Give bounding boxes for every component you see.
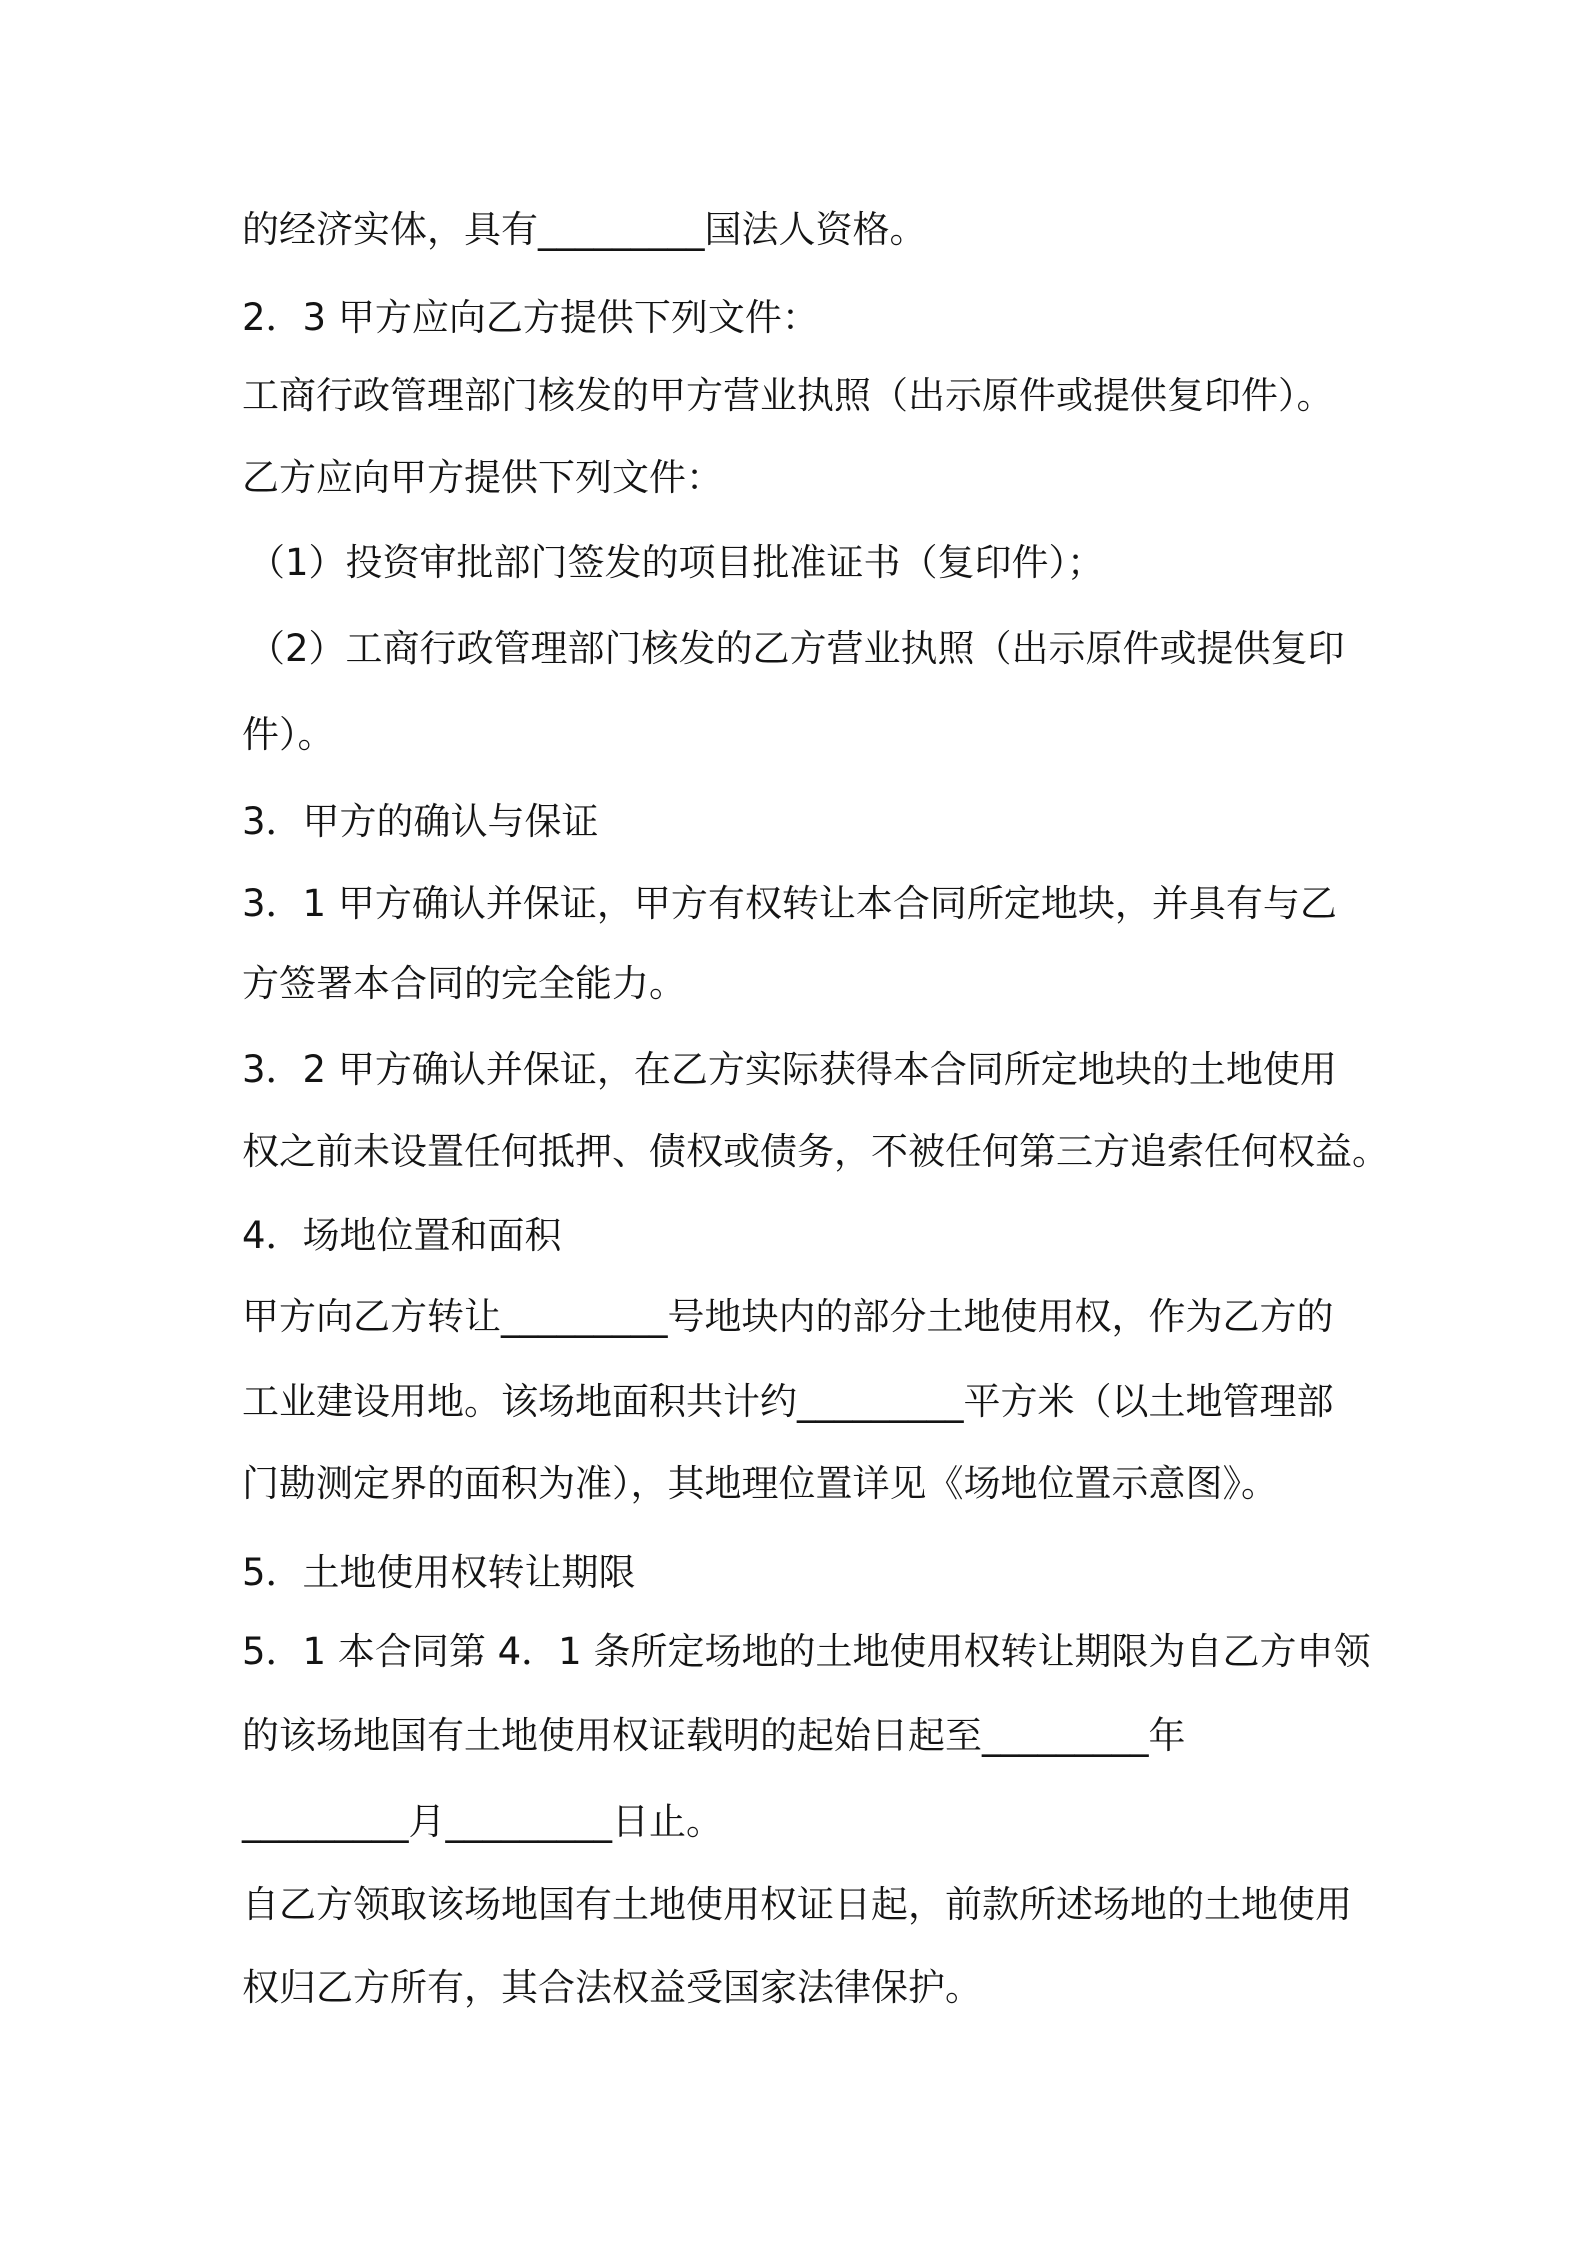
section-heading: 4．场地位置和面积: [242, 1214, 562, 1257]
section-heading: 3．甲方的确认与保证: [242, 800, 599, 843]
paragraph-line: 乙方应向甲方提供下列文件：: [242, 456, 723, 499]
paragraph-line: 的经济实体，具有_________国法人资格。: [242, 208, 927, 251]
paragraph-line: _________月_________日止。: [242, 1800, 723, 1843]
section-heading: 2．3 甲方应向乙方提供下列文件：: [242, 296, 819, 339]
list-item: （2）工商行政管理部门核发的乙方营业执照（出示原件或提供复印: [248, 627, 1345, 670]
section-heading: 5．土地使用权转让期限: [242, 1551, 636, 1594]
paragraph-line: 5．1 本合同第 4．1 条所定场地的土地使用权转让期限为自乙方申领: [242, 1630, 1371, 1673]
paragraph-line: 方签署本合同的完全能力。: [242, 962, 686, 1005]
paragraph-line: 甲方向乙方转让_________号地块内的部分土地使用权，作为乙方的: [242, 1295, 1334, 1338]
paragraph-line: 件）。: [242, 713, 335, 756]
paragraph-line: 权归乙方所有，其合法权益受国家法律保护。: [242, 1966, 982, 2009]
paragraph-line: 自乙方领取该场地国有土地使用权证日起，前款所述场地的土地使用: [242, 1883, 1352, 1926]
paragraph-line: 工商行政管理部门核发的甲方营业执照（出示原件或提供复印件）。: [242, 374, 1334, 417]
paragraph-line: 3．2 甲方确认并保证，在乙方实际获得本合同所定地块的土地使用: [242, 1048, 1337, 1091]
paragraph-line: 门勘测定界的面积为准），其地理位置详见《场地位置示意图》。: [242, 1462, 1278, 1505]
paragraph-line: 3．1 甲方确认并保证，甲方有权转让本合同所定地块，并具有与乙: [242, 882, 1337, 925]
paragraph-line: 的该场地国有土地使用权证载明的起始日起至_________年: [242, 1714, 1186, 1757]
list-item: （1）投资审批部门签发的项目批准证书（复印件）；: [248, 541, 1105, 584]
paragraph-line: 工业建设用地。该场地面积共计约_________平方米（以土地管理部: [242, 1380, 1334, 1423]
paragraph-line: 权之前未设置任何抵押、债权或债务，不被任何第三方追索任何权益。: [242, 1130, 1389, 1173]
